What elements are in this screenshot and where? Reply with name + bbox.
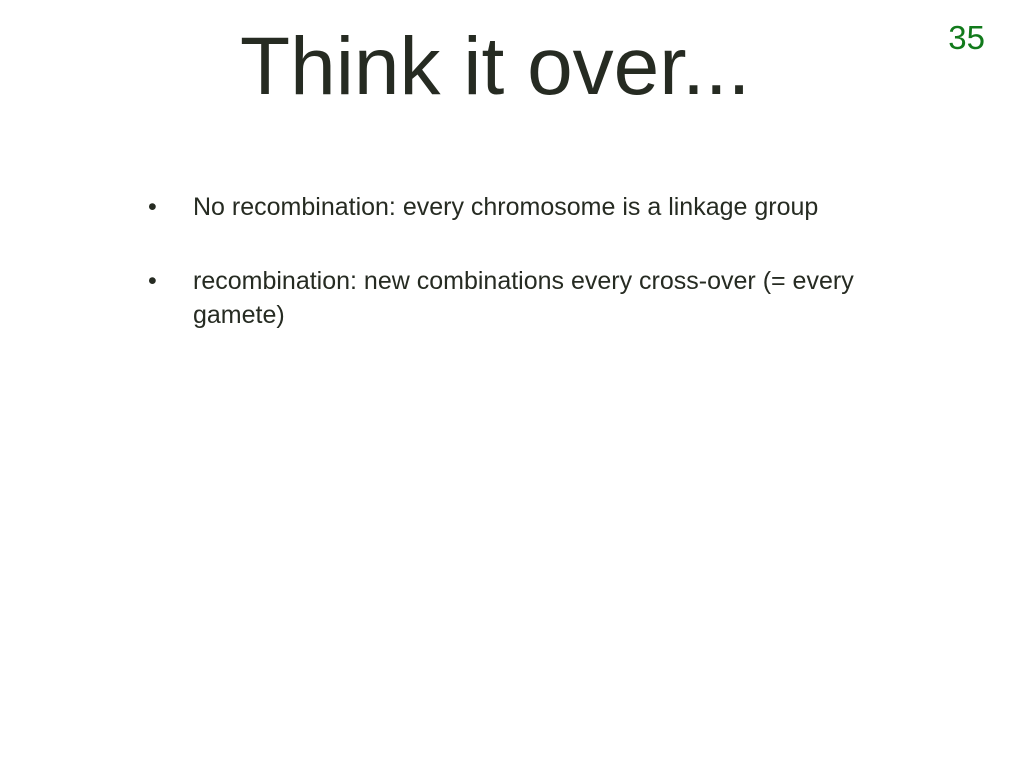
bullet-marker: • — [148, 267, 157, 295]
bullet-marker: • — [148, 193, 157, 221]
slide-title: Think it over... — [240, 21, 751, 112]
bullet-text: recombination: new combinations every cross-over (= every gamete) — [193, 267, 854, 329]
bullet-item-no-recombination — [148, 190, 948, 224]
bullet-list — [148, 190, 948, 372]
slide-number: 35 — [948, 19, 985, 56]
bullet-item-recombination — [148, 264, 948, 332]
bullet-text: No recombination: every chromosome is a linkage group — [193, 193, 819, 221]
